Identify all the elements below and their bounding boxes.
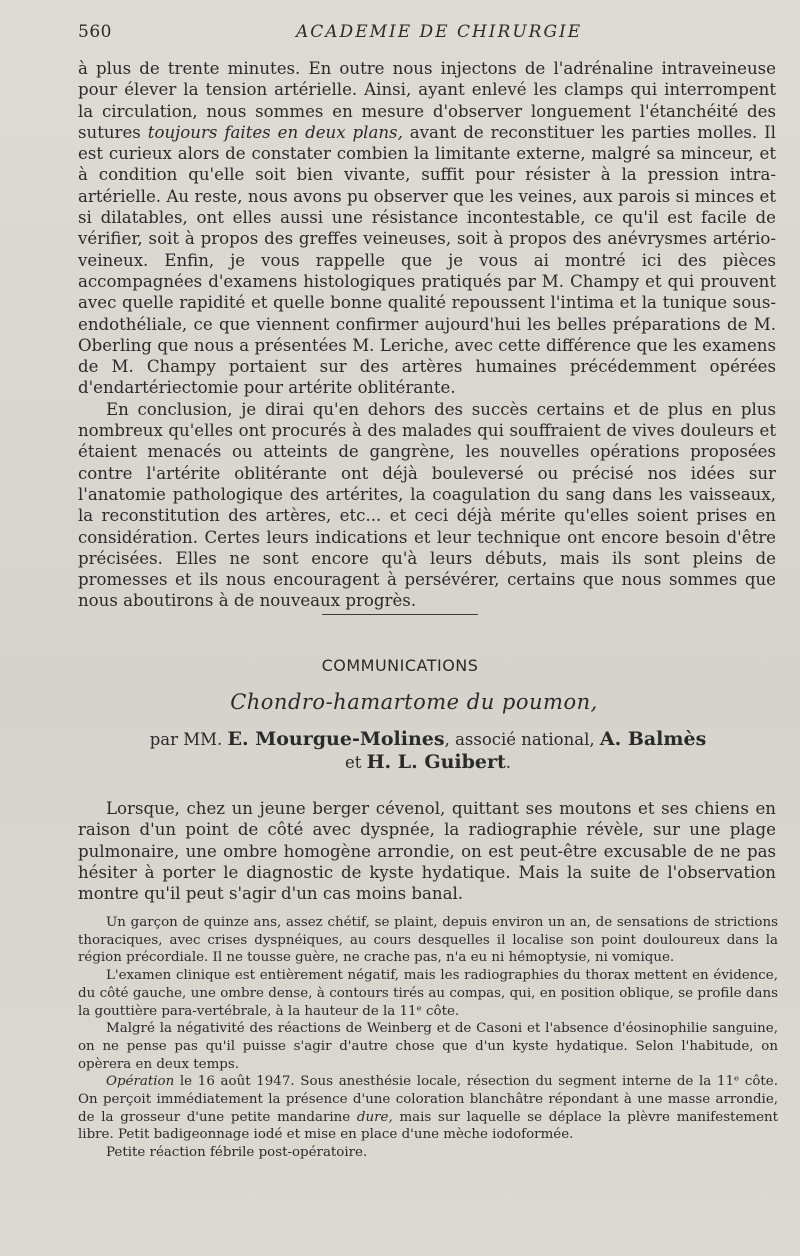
paragraph-text: à plus de trente minutes. En outre nous injectons de l'adrénaline intraveineuse pour élever la tension artérielle. Ainsi, ayant enlevé les clamps qui interrompent la circulation, nous sommes en mesure d'observer longuement l'étanchéité des sutures: [78, 59, 776, 142]
case-report: [78, 914, 778, 1162]
case-paragraph: Un garçon de quinze ans, assez chétif, se plaint, depuis environ un an, de sensations de strictions thoraciques, avec crises dyspnéiques, au cours desquelles il localise son point douloureux dans la région précordiale. Il ne tousse guère, ne crache pas, n'a eu ni hémoptysie, ni vomique.: [78, 915, 778, 966]
paragraph-conclusion: En conclusion, je dirai qu'en dehors des succès certains et de plus en plus nombreux qu'elles ont procurés à des malades qui souffraient de vives douleurs et étaient menacés ou atteints de gangrène, les nouvelles opérations proposées contre l'artérite oblitérante ont déjà bouleversé ou précisé nos idées sur l'anatomie pathologique des artérites, la coagulation du sang dans les vaisseaux, la reconstitution des artères, etc... et ceci déjà mérite qu'elles soient prises en considération. Certes leurs indications et leur technique ont encore besoin d'être précisées. Elles ne sont encore qu'à leurs débuts, mais ils sont pleins de promesses et ils nous encouragent à persévérer, certains que nous sommes que nous aboutirons à de nouveaux progrès.: [78, 399, 776, 611]
running-title: ACADEMIE DE CHIRURGIE: [296, 22, 583, 42]
article-intro: [78, 798, 776, 904]
paragraph-text: avant de reconstituer les parties molles. Il est curieux alors de constater combien la limitante externe, malgré sa minceur, et à condition qu'elle soit bien vivante, suffit pour résister à la pression intra-artérielle. Au reste, nous avons pu observer que les veines, aux parois si minces et si dilatables, ont elles aussi une résistance incontestable, ce qu'il est facile de vérifier, soit à propos des greffes veineuses, soit à propos des anévrysmes artério-veineux. Enfin, je vous rappelle que je vous ai montré ici des pièces accompagnées d'examens histologiques pratiqués par M. Champy et qui prouvent avec quelle rapidité et quelle bonne qualité repoussent l'intima et la tunique sous-endothéliale, ce que viennent confirmer aujourd'hui les belles préparations de M. Oberling que nous a présentées M. Leriche, avec cette différence que les examens de M. Champy portaient sur des artères humaines précédemment opérées d'endartériectomie pour artérite oblitérante.: [78, 122, 776, 398]
author-name: E. Mourgue-Molines: [227, 728, 445, 750]
case-emphasis: Opération: [106, 1074, 175, 1090]
author-role: , associé national,: [444, 730, 600, 749]
case-paragraph: L'examen clinique est entièrement négatif, mais les radiographies du thorax mettent en évidence, du côté gauche, une ombre dense, à contours tirés au compas, qui, en position oblique, se profile dans la gouttière para-vertébrale, à la hauteur de la 11ᵉ côte.: [78, 968, 778, 1019]
intro-paragraph: Lorsque, chez un jeune berger cévenol, quittant ses moutons et ses chiens en raison d'un point de côté avec dyspnée, la radiographie révèle, sur une plage pulmonaire, une ombre homogène arrondie, on est peut-être excusable de ne pas hésiter à porter le diagnostic de kyste hydatique. Mais la suite de l'observation montre qu'il peut s'agir d'un cas moins banal.: [78, 799, 776, 904]
byline-conjunction: et: [344, 753, 367, 772]
byline-end: .: [505, 753, 512, 772]
author-name: H. L. Guibert: [366, 751, 506, 773]
body-text: [78, 58, 776, 612]
section-divider: [322, 614, 478, 615]
case-paragraph: Malgré la négativité des réactions de Weinberg et de Casoni et l'absence d'éosinophilie sanguine, on ne pense pas qu'il puisse s'agir d'autre chose que d'un kyste hydatique. Selon l'habitude, on opèrera en deux temps.: [78, 1021, 778, 1072]
case-paragraph: Petite réaction fébrile post-opératoire.: [106, 1145, 368, 1161]
paragraph-continued: [78, 58, 776, 399]
byline-prefix: par MM.: [149, 730, 228, 749]
case-emphasis: dure,: [356, 1109, 393, 1125]
byline: [0, 728, 800, 774]
article-title: Chondro-hamartome du poumon,: [230, 690, 598, 714]
paragraph-emphasis: toujours faites en deux plans,: [147, 122, 403, 142]
section-heading: COMMUNICATIONS: [321, 656, 479, 675]
page-header: [78, 18, 778, 48]
case-text: le 16 août 1947. Sous anesthésie locale, résection du segment interne de la 11ᵉ côte. On perçoit immédiatement la présence d'une coloration blanchâtre répondant à une masse arrondie, de la grosseur d'une petite mandarine: [78, 1074, 778, 1125]
case-paragraph: [78, 1073, 778, 1144]
case-text: mais sur laquelle se déplace la plèvre manifestement libre. Petit badigeonnage iodé et mise en place d'une mèche iodoformée.: [78, 1109, 778, 1143]
page-number: 560: [78, 22, 112, 42]
author-name: A. Balmès: [599, 728, 707, 750]
